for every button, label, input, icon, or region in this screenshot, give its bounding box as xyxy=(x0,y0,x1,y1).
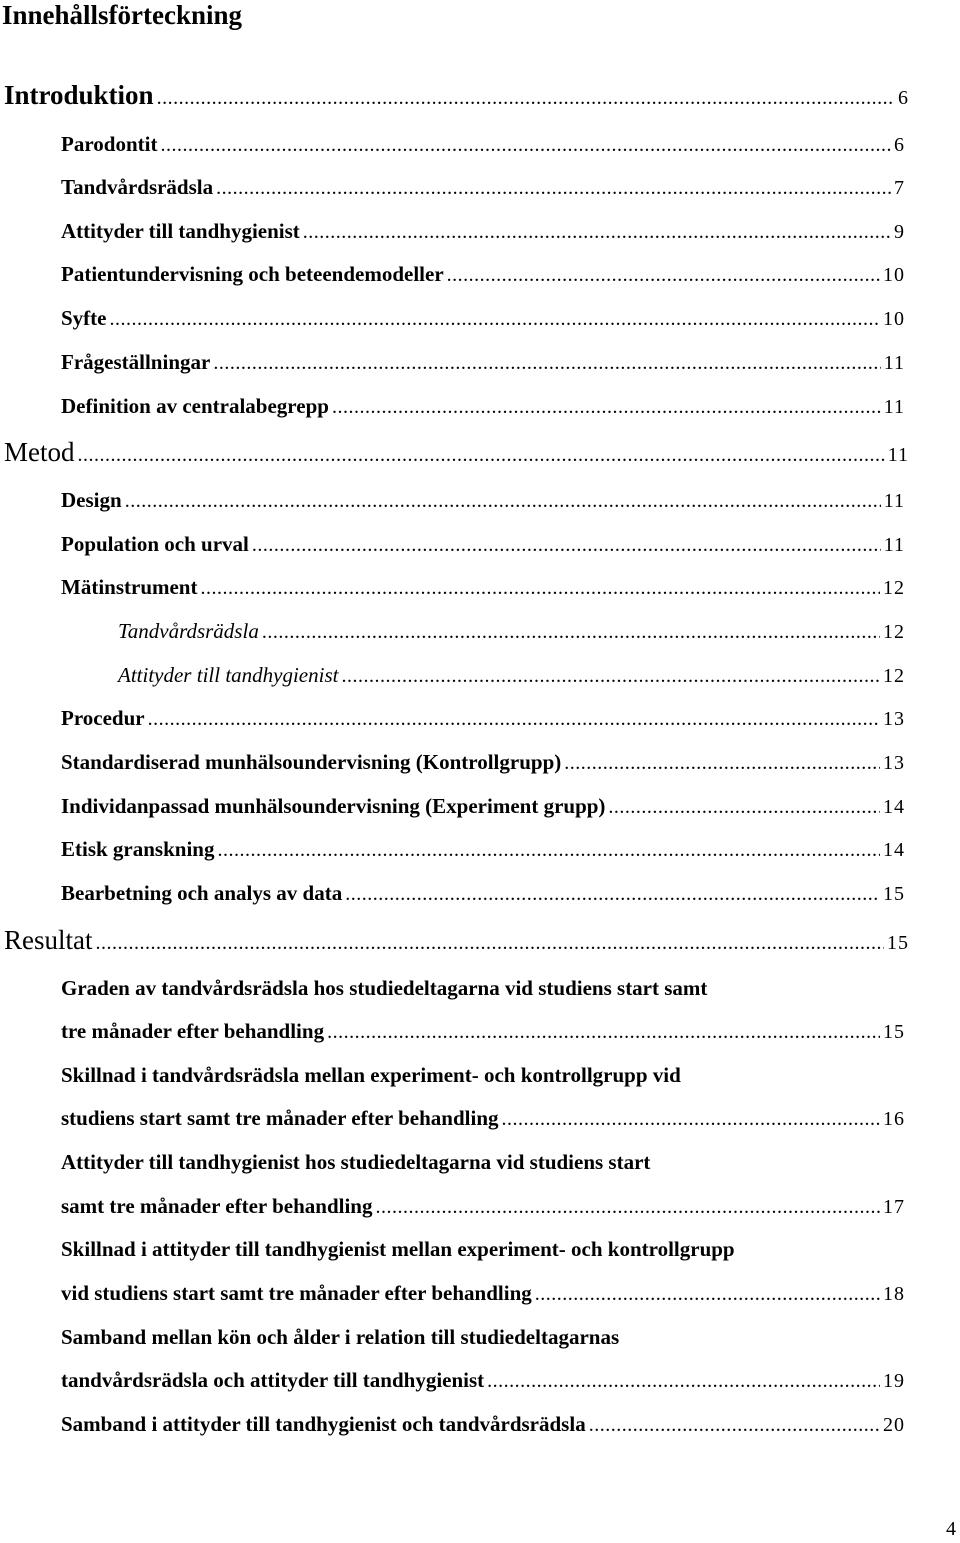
toc-page-number: 11 xyxy=(883,396,905,418)
toc-page-number: 13 xyxy=(883,708,905,730)
toc-page-number: 11 xyxy=(883,534,905,556)
toc-page-number: 12 xyxy=(883,665,905,687)
toc-label: Syfte xyxy=(61,306,107,330)
toc-entry-samband-att[interactable] xyxy=(0,1412,905,1437)
toc-entry-matinstrument[interactable] xyxy=(0,575,905,600)
toc-entry-skillnad-tand-line1[interactable]: Skillnad i tandvårdsrädsla mellan experiment- och kontrollgrupp vid xyxy=(61,1063,681,1087)
dot-leader xyxy=(216,177,891,200)
toc-label: Procedur xyxy=(61,706,145,730)
toc-label: Standardiserad munhälsoundervisning (Kontrollgrupp) xyxy=(61,750,562,774)
toc-label: Definition av centralabegrepp xyxy=(61,394,329,418)
toc-label: samt tre månader efter behandling xyxy=(61,1194,373,1218)
toc-page-number: 12 xyxy=(883,577,905,599)
toc-entry-design[interactable] xyxy=(0,488,905,513)
dot-leader xyxy=(341,665,880,688)
toc-page-number: 11 xyxy=(887,444,909,466)
dot-leader xyxy=(262,621,880,644)
dot-leader xyxy=(487,1370,880,1393)
toc-label: Tandvårdsrädsla xyxy=(118,619,259,643)
dot-leader xyxy=(535,1283,880,1306)
toc-page-number: 15 xyxy=(883,883,905,905)
dot-leader xyxy=(608,796,880,819)
dot-leader xyxy=(447,264,880,287)
dot-leader xyxy=(303,221,891,244)
toc-page-number: 11 xyxy=(883,490,905,512)
toc-page-number: 10 xyxy=(883,308,905,330)
toc-entry-graden-line1[interactable]: Graden av tandvårdsrädsla hos studiedeltagarna vid studiens start samt xyxy=(61,976,708,1000)
toc-entry-resultat[interactable] xyxy=(0,925,909,956)
toc-label: Tandvårdsrädsla xyxy=(61,175,214,199)
toc-entry-patientundervisning[interactable] xyxy=(0,262,905,287)
toc-entry-etisk[interactable] xyxy=(0,837,905,862)
dot-leader xyxy=(157,87,895,110)
dot-leader xyxy=(110,308,881,331)
toc-page-number: 7 xyxy=(894,177,905,199)
toc-entry-skillnad-att[interactable] xyxy=(0,1281,905,1306)
toc-label: vid studiens start samt tre månader efter behandling xyxy=(61,1281,532,1305)
toc-label: tandvårdsrädsla och attityder till tandhygienist xyxy=(61,1368,485,1392)
toc-entry-skillnad-tand[interactable] xyxy=(0,1106,905,1131)
toc-entry-samband-kon-line1[interactable]: Samband mellan kön och ålder i relation till studiedeltagarnas xyxy=(61,1325,620,1349)
toc-label: Introduktion xyxy=(4,80,154,110)
dot-leader xyxy=(375,1196,880,1219)
dot-leader xyxy=(217,839,880,862)
dot-leader xyxy=(332,396,881,419)
dot-leader xyxy=(213,352,880,375)
toc-entry-introduktion[interactable] xyxy=(0,80,909,111)
toc-page-number: 9 xyxy=(894,221,905,243)
dot-leader xyxy=(96,932,885,955)
toc-page-number: 14 xyxy=(883,839,905,861)
toc-page-number: 20 xyxy=(883,1414,905,1436)
toc-label: Samband i attityder till tandhygienist och tandvårdsrädsla xyxy=(61,1412,586,1436)
dot-leader xyxy=(564,752,880,775)
toc-entry-population[interactable] xyxy=(0,532,905,557)
dot-leader xyxy=(148,708,880,731)
toc-page-number: 15 xyxy=(883,1021,905,1043)
toc-page-number: 15 xyxy=(887,932,909,954)
toc-page-number: 18 xyxy=(883,1283,905,1305)
dot-leader xyxy=(125,490,881,513)
toc-entry-attityder[interactable] xyxy=(0,219,905,244)
toc-entry-individanpassad[interactable] xyxy=(0,794,905,819)
toc-entry-metod[interactable] xyxy=(0,437,909,468)
toc-entry-sub-tandvardsradsla[interactable] xyxy=(0,619,905,644)
toc-label: Metod xyxy=(4,437,75,467)
toc-label: Resultat xyxy=(4,925,93,955)
toc-label: Patientundervisning och beteendemodeller xyxy=(61,262,444,286)
toc-page-number: 17 xyxy=(883,1196,905,1218)
toc-label: Etisk granskning xyxy=(61,837,215,861)
toc-entry-sub-attityder[interactable] xyxy=(0,663,905,688)
toc-page-number: 6 xyxy=(898,87,909,109)
toc-page-number: 11 xyxy=(883,352,905,374)
toc-label: Bearbetning och analys av data xyxy=(61,881,343,905)
dot-leader xyxy=(589,1414,880,1437)
page-title: Innehållsförteckning xyxy=(2,0,243,30)
toc-entry-graden[interactable] xyxy=(0,1019,905,1044)
toc-label: studiens start samt tre månader efter behandling xyxy=(61,1106,499,1130)
toc-label: Frågeställningar xyxy=(61,350,211,374)
toc-page-number: 16 xyxy=(883,1108,905,1130)
toc-entry-bearbetning[interactable] xyxy=(0,881,905,906)
toc-entry-procedur[interactable] xyxy=(0,706,905,731)
toc-entry-parodontit[interactable] xyxy=(0,132,905,157)
toc-label: Individanpassad munhälsoundervisning (Experiment grupp) xyxy=(61,794,606,818)
toc-entry-skillnad-att-line1[interactable]: Skillnad i attityder till tandhygienist mellan experiment- och kontrollgrupp xyxy=(61,1237,735,1261)
toc-label: tre månader efter behandling xyxy=(61,1019,325,1043)
dot-leader xyxy=(200,577,880,600)
toc-page-number: 14 xyxy=(883,796,905,818)
toc-page-number: 10 xyxy=(883,264,905,286)
dot-leader xyxy=(502,1108,881,1131)
toc-label: Attityder till tandhygienist xyxy=(61,219,300,243)
dot-leader xyxy=(345,883,880,906)
page-number: 4 xyxy=(946,1518,956,1540)
dot-leader xyxy=(252,534,881,557)
toc-page-number: 13 xyxy=(883,752,905,774)
toc-label: Attityder till tandhygienist xyxy=(118,663,339,687)
toc-label: Design xyxy=(61,488,122,512)
toc-entry-standardiserad[interactable] xyxy=(0,750,905,775)
toc-page-number: 6 xyxy=(894,134,905,156)
toc-entry-fragestallningar[interactable] xyxy=(0,350,905,375)
toc-label: Population och urval xyxy=(61,532,249,556)
dot-leader xyxy=(78,444,885,467)
toc-entry-syfte[interactable] xyxy=(0,306,905,331)
toc-label: Parodontit xyxy=(61,132,158,156)
toc-entry-attityder-hos-line1[interactable]: Attityder till tandhygienist hos studiedeltagarna vid studiens start xyxy=(61,1150,651,1174)
toc-page-number: 19 xyxy=(883,1370,905,1392)
toc-entry-tandvardsradsla[interactable] xyxy=(0,175,905,200)
toc-entry-attityder-hos[interactable] xyxy=(0,1194,905,1219)
dot-leader xyxy=(327,1021,880,1044)
toc-label: Mätinstrument xyxy=(61,575,198,599)
toc-entry-definition[interactable] xyxy=(0,394,905,419)
toc-page-number: 12 xyxy=(883,621,905,643)
toc-entry-samband-kon[interactable] xyxy=(0,1368,905,1393)
dot-leader xyxy=(160,134,891,157)
